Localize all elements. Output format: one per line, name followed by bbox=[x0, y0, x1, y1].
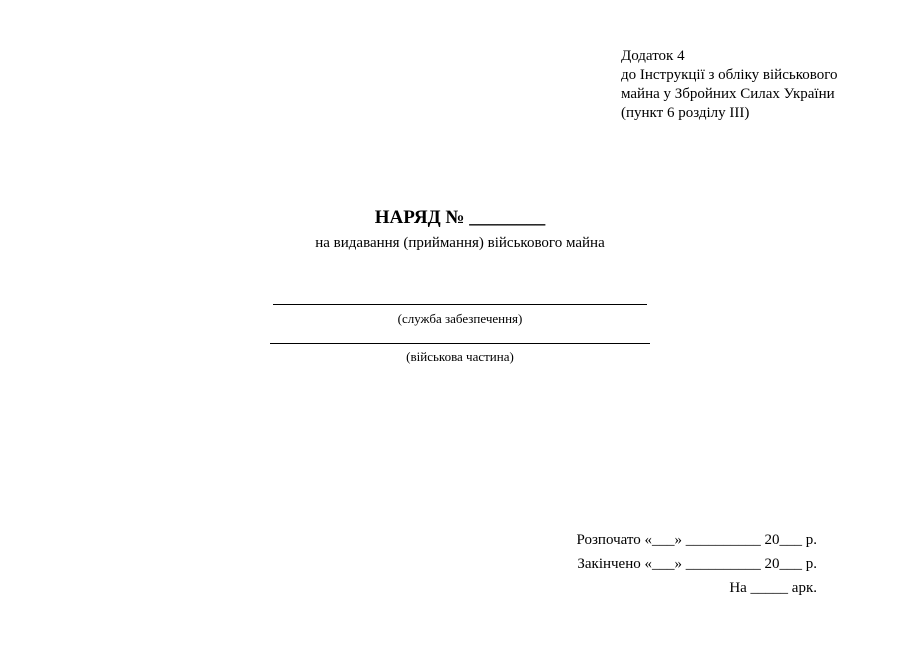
document-title: НАРЯД № ________ bbox=[374, 207, 546, 228]
service-fill-line bbox=[273, 304, 647, 305]
unit-caption: (військова частина) bbox=[406, 349, 514, 364]
appendix-line-2: до Інструкції з обліку військового bbox=[621, 67, 838, 83]
appendix-line-3: майна у Збройних Силах України bbox=[621, 86, 835, 102]
appendix-line-4: (пункт 6 розділу ІІІ) bbox=[621, 105, 750, 121]
service-caption: (служба забезпечення) bbox=[397, 311, 523, 326]
dates-block bbox=[577, 528, 817, 600]
appendix-line-1: Додаток 4 bbox=[621, 48, 685, 64]
sheets-count-line: На _____ арк. bbox=[729, 580, 817, 596]
finished-date-line: Закінчено «___» __________ 20___ р. bbox=[577, 556, 817, 572]
appendix-note bbox=[621, 47, 837, 123]
started-date-line: Розпочато «___» __________ 20___ р. bbox=[576, 532, 817, 548]
unit-fill-line bbox=[270, 343, 650, 344]
document-subtitle: на видавання (приймання) військового майна bbox=[315, 235, 605, 251]
